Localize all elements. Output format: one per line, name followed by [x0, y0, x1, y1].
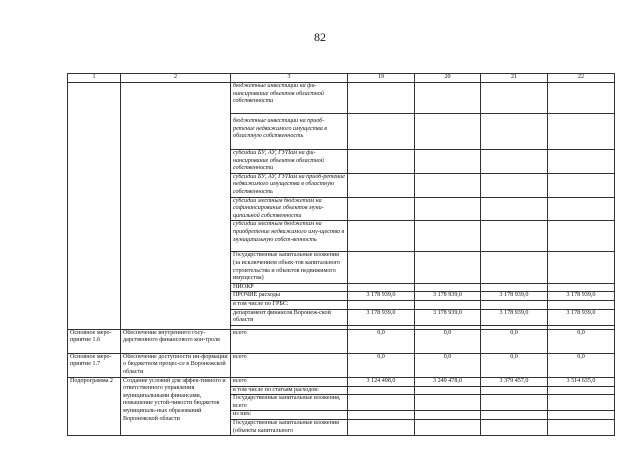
table-row — [68, 353, 615, 377]
funding-item: Государственные капитальные вложения (за исключением объек-тов капитального строительства и объектов недвижимого имущества) — [231, 252, 348, 283]
header-cell: 19 — [348, 74, 415, 83]
value-cell: 3 178 939,0 — [348, 309, 415, 325]
value-cell: 0,0 — [548, 329, 615, 353]
value-cell: 3 178 939,0 — [481, 309, 548, 325]
funding-item: НИОКР — [231, 283, 348, 292]
value-cell: 3 178 939,0 — [348, 292, 415, 301]
name-cell: Создание условий для эффек-тивного и ответственного управления муниципальными финансами, повышение устой-чивости бюджетов муниципаль-ных образований Воронежской области — [121, 377, 231, 436]
source-cell: всего — [231, 353, 348, 377]
table-row — [68, 83, 615, 114]
value-cell: 0,0 — [481, 329, 548, 353]
value-cell: 3 178 939,0 — [415, 309, 481, 325]
source-cell: из них: — [231, 411, 348, 420]
table-row — [68, 377, 615, 386]
value-cell: 0,0 — [348, 353, 415, 377]
name-cell: Обеспечение внутреннего госу-дарственного финансового кон-троля — [121, 329, 231, 353]
value-cell: 3 178 939,0 — [481, 292, 548, 301]
source-cell: Государственные капитальные вложения (объекты капитального — [231, 420, 348, 436]
value-cell: 0,0 — [415, 329, 481, 353]
value-cell: 3 178 939,0 — [548, 292, 615, 301]
table-header-row — [68, 74, 615, 83]
value-cell: 0,0 — [415, 353, 481, 377]
budget-table — [67, 73, 615, 436]
name-cell: Обеспечение доступности ин-формации о бюджетном процес-се в Воронежской области — [121, 353, 231, 377]
table-row — [68, 329, 615, 353]
funding-item: бюджетные инвестиции на приоб-ретение недвижимого имущества в областную собственность — [231, 114, 348, 150]
value-cell: 0,0 — [548, 353, 615, 377]
funding-item: субсидии местным бюджетам на софинансирование объектов муни-ципальной собственности — [231, 197, 348, 221]
funding-item: субсидии БУ, АУ, ГУПам на фи-нансирование объектов областной собственности — [231, 150, 348, 174]
source-cell: в том числе по статьям расходов: — [231, 386, 348, 395]
funding-item: субсидии БУ, АУ, ГУПам на приоб-ретение недвижимого имущества в областную собственность — [231, 173, 348, 197]
value-cell: 3 178 939,0 — [548, 309, 615, 325]
funding-item: ПРОЧИЕ расходы — [231, 292, 348, 301]
header-cell: 3 — [231, 74, 348, 83]
value-cell: 0,0 — [481, 353, 548, 377]
name-cell — [121, 83, 231, 330]
funding-item: в том числе по ГРБС: — [231, 300, 348, 309]
header-cell: 20 — [415, 74, 481, 83]
code-cell: Основное меро-приятие 1.6 — [68, 329, 121, 353]
value-cell: 3 124 498,0 — [348, 377, 415, 386]
funding-item: департамент финансов Воронеж-ской области — [231, 309, 348, 325]
source-cell: Государственные капитальные вложения, всего — [231, 395, 348, 411]
value-cell: 3 178 939,0 — [415, 292, 481, 301]
source-cell: всего — [231, 377, 348, 386]
page-number: 82 — [314, 30, 326, 44]
code-cell: Подпрограмма 2 — [68, 377, 121, 436]
value-cell: 3 249 478,0 — [415, 377, 481, 386]
code-cell: Основное меро-приятие 1.7 — [68, 353, 121, 377]
header-cell: 21 — [481, 74, 548, 83]
value-cell: 3 514 635,0 — [548, 377, 615, 386]
value-cell: 3 379 457,0 — [481, 377, 548, 386]
source-cell: всего — [231, 329, 348, 353]
header-cell: 1 — [68, 74, 121, 83]
funding-item: субсидии местным бюджетам на приобретение недвижимого иму-щества в муниципальную собст-венность — [231, 221, 348, 252]
header-cell: 22 — [548, 74, 615, 83]
code-cell — [68, 83, 121, 330]
funding-item: бюджетные инвестиции на фи-нансирование объектов областной собственности — [231, 83, 348, 114]
value-cell: 0,0 — [348, 329, 415, 353]
header-cell: 2 — [121, 74, 231, 83]
